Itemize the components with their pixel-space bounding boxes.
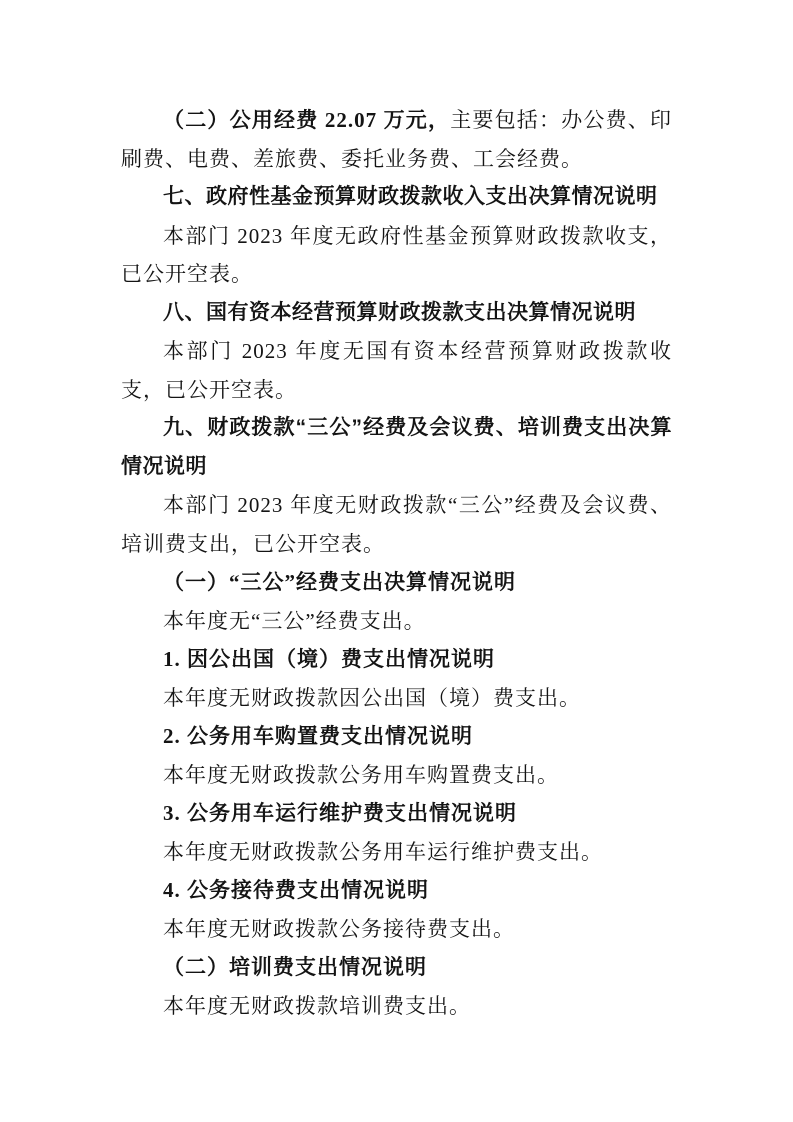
para-sangong-expense-body: 本年度无“三公”经费支出。 xyxy=(163,608,426,633)
para-training-expense-body: 本年度无财政拨款培训费支出。 xyxy=(163,993,471,1018)
heading-official-reception: 4. 公务接待费支出情况说明 xyxy=(163,878,429,902)
para-section-9-body: 本部门 2023 年度无财政拨款“三公”经费及会议费、培训费支出，已公开空表。 xyxy=(121,493,672,556)
heading-sangong-expense: （一）“三公”经费支出决算情况说明 xyxy=(163,570,516,594)
heading-section-8: 八、国有资本经营预算财政拨款支出决算情况说明 xyxy=(163,300,636,324)
para-vehicle-maintenance-body: 本年度无财政拨款公务用车运行维护费支出。 xyxy=(163,839,603,864)
heading-training-expense: （二）培训费支出情况说明 xyxy=(163,955,427,979)
heading-vehicle-maintenance: 3. 公务用车运行维护费支出情况说明 xyxy=(163,801,517,825)
para-public-funds-rest: 主要包括：办公费、印刷费、电费、差旅费、委托业务费、工会经费。 xyxy=(121,108,673,171)
heading-abroad-expense: 1. 因公出国（境）费支出情况说明 xyxy=(163,647,495,671)
heading-section-7: 七、政府性基金预算财政拨款收入支出决算情况说明 xyxy=(163,185,658,208)
document-content xyxy=(121,0,672,1025)
para-public-funds-lead-bold: （二）公用经费 22.07 万元， xyxy=(163,108,451,132)
para-vehicle-purchase-body: 本年度无财政拨款公务用车购置费支出。 xyxy=(163,762,559,787)
heading-section-9: 九、财政拨款“三公”经费及会议费、培训费支出决算情况说明 xyxy=(121,416,672,478)
para-section-7-body: 本部门 2023 年度无政府性基金预算财政拨款收支，已公开空表。 xyxy=(121,223,672,286)
para-abroad-expense-body: 本年度无财政拨款因公出国（境）费支出。 xyxy=(163,685,581,710)
heading-vehicle-purchase: 2. 公务用车购置费支出情况说明 xyxy=(163,724,473,748)
para-section-8-body: 本部门 2023 年度无国有资本经营预算财政拨款收支，已公开空表。 xyxy=(121,339,672,402)
para-public-funds xyxy=(121,101,672,178)
para-official-reception-body: 本年度无财政拨款公务接待费支出。 xyxy=(163,916,515,941)
